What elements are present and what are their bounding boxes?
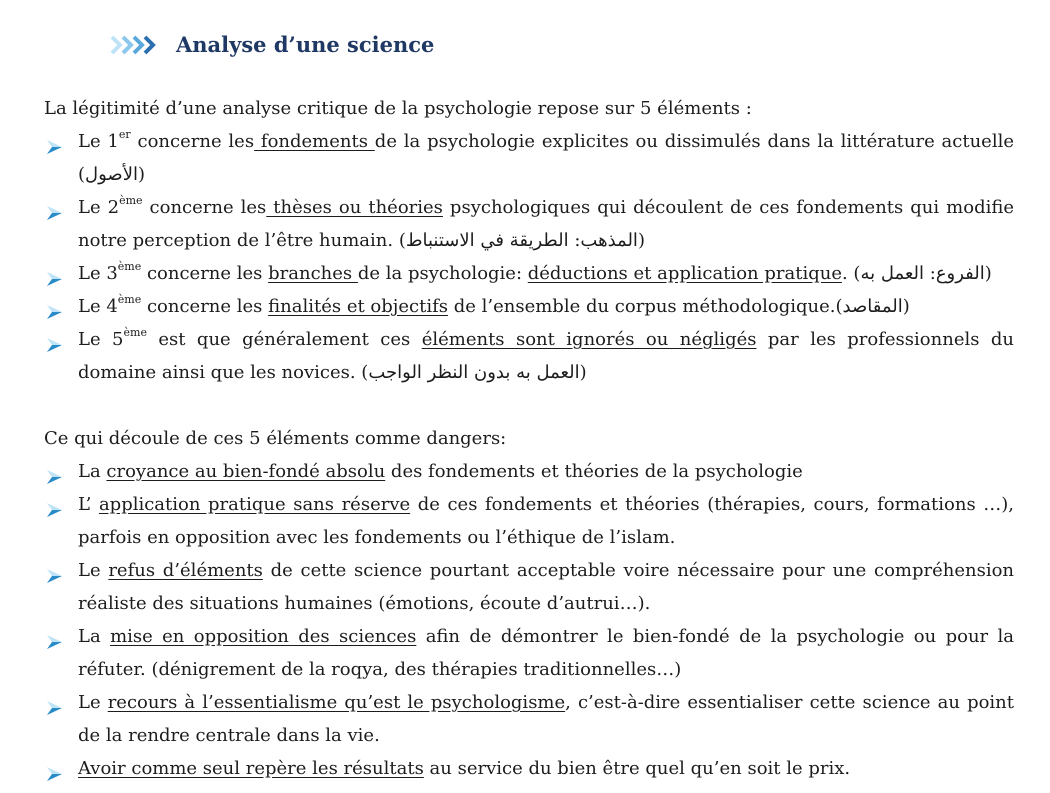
list-item	[44, 191, 1014, 257]
underlined-term: refus d’éléments	[108, 560, 263, 581]
underlined-term: thèses ou théories	[266, 197, 443, 218]
item-text: de ces fondements et théories (thérapies, cours, formations …), parfois en opposition avec les fondements ou l’éthique de l’islam.	[78, 494, 1014, 548]
arrow-bullet-icon	[46, 628, 64, 644]
list-item	[44, 488, 1014, 554]
underlined-term: mise en opposition des sciences	[110, 626, 417, 647]
list-item	[44, 257, 1014, 290]
item-text: concerne les	[141, 263, 269, 284]
underlined-term: recours à l’essentialisme qu’est le psychologisme	[107, 692, 566, 713]
item-lead-text: Le 2	[78, 197, 120, 218]
list-item	[44, 620, 1014, 686]
arrow-bullet-icon	[46, 496, 64, 512]
dangers-list	[44, 455, 1014, 785]
ordinal-suffix: ème	[119, 194, 143, 207]
arrow-bullet-icon	[46, 265, 64, 281]
item-lead-text: La	[78, 626, 111, 647]
section1-intro: La légitimité d’une analyse critique de la psychologie repose sur 5 éléments :	[44, 98, 752, 119]
ordinal-suffix: ème	[117, 260, 142, 273]
item-lead-text: Le 1	[78, 131, 119, 152]
section-title	[110, 28, 434, 62]
underlined-term: fondements	[254, 131, 375, 152]
list-item	[44, 125, 1014, 191]
list-item	[44, 752, 1014, 785]
item-lead-text: Le	[78, 692, 108, 713]
elements-list	[44, 125, 1014, 389]
item-lead-text: Le	[78, 560, 109, 581]
section2-intro: Ce qui découle de ces 5 éléments comme dangers:	[44, 428, 507, 449]
item-text: de la psychologie:	[357, 263, 528, 284]
arrow-bullet-icon	[46, 694, 64, 710]
double-chevron-arrows-icon	[110, 34, 162, 56]
item-lead-text: Le 5	[78, 329, 124, 350]
item-text: psychologiques qui découlent de ces fondements qui modifie notre perception de l’être humain. (المذهب: الطريقة في الاستنباط)	[78, 197, 1015, 251]
list-item	[44, 290, 1014, 323]
list-item	[44, 455, 1014, 488]
item-lead-text: L’	[78, 494, 99, 515]
arrow-bullet-icon	[46, 760, 64, 776]
arrow-bullet-icon	[46, 199, 64, 215]
underlined-term: déductions et application pratique	[527, 263, 842, 284]
item-text: afin de démontrer le bien-fondé de la psychologie ou pour la réfuter. (dénigrement de la roqya, des thérapies traditionnelles…)	[78, 626, 1015, 680]
underlined-term: croyance au bien-fondé absolu	[106, 461, 386, 482]
item-text: . (الفروع: العمل به)	[841, 263, 992, 284]
ordinal-suffix: ème	[117, 293, 142, 306]
item-text: est que généralement ces	[146, 329, 422, 350]
item-text: de l’ensemble du corpus méthodologique.(المقاصد)	[448, 296, 910, 317]
arrow-bullet-icon	[46, 331, 64, 347]
item-lead-text: Le 3	[78, 263, 118, 284]
underlined-term: éléments sont ignorés ou négligés	[421, 329, 757, 350]
item-text: concerne les	[130, 131, 255, 152]
item-text: par les professionnels du domaine ainsi que les novices. (العمل به بدون النظر الواجب)	[78, 329, 1015, 383]
arrow-bullet-icon	[46, 298, 64, 314]
arrow-bullet-icon	[46, 133, 64, 149]
arrow-bullet-icon	[46, 463, 64, 479]
item-lead-text: La	[78, 461, 107, 482]
item-lead-text: Le 4	[78, 296, 118, 317]
list-item	[44, 686, 1014, 752]
list-item	[44, 554, 1014, 620]
ordinal-suffix: ème	[123, 326, 147, 339]
item-text: concerne les	[141, 296, 269, 317]
item-text: au service du bien être quel qu’en soit le prix.	[423, 758, 851, 779]
underlined-term: finalités et objectifs	[268, 296, 448, 317]
item-text: des fondements et théories de la psychologie	[385, 461, 803, 482]
underlined-term: branches	[268, 263, 358, 284]
item-text: de cette science pourtant acceptable voire nécessaire pour une compréhension réaliste des situations humaines (émotions, écoute d’autrui…).	[78, 560, 1015, 614]
arrow-bullet-icon	[46, 562, 64, 578]
list-item	[44, 323, 1014, 389]
item-text: , c’est-à-dire essentialiser cette science au point de la rendre centrale dans la vie.	[78, 692, 1015, 746]
underlined-term: application pratique sans réserve	[98, 494, 411, 515]
underlined-term: Avoir comme seul repère les résultats	[78, 758, 424, 779]
item-text: de la psychologie explicites ou dissimulés dans la littérature actuelle (الأصول)	[78, 131, 1015, 185]
item-text: concerne les	[142, 197, 267, 218]
page-title: Analyse d’une science	[176, 32, 435, 57]
ordinal-suffix: er	[118, 128, 131, 141]
document-body	[44, 92, 1014, 785]
